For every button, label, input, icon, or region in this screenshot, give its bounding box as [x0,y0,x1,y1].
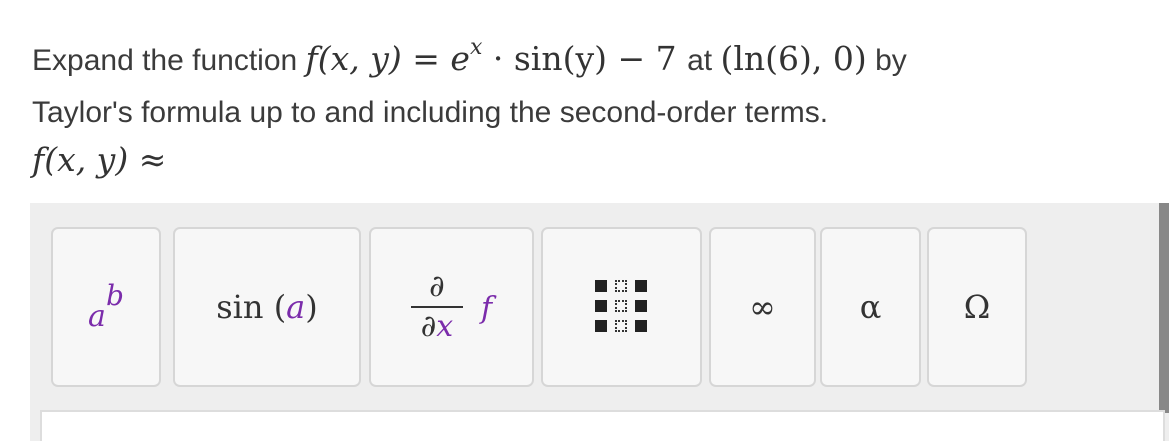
partial-derivative-icon [411,270,492,344]
partial-derivative-button[interactable] [369,227,534,387]
function-lhs: f(x, y) [305,39,402,78]
alpha-button[interactable] [820,227,921,387]
sin-icon [216,288,317,326]
power-base: a [88,299,106,334]
matrix-button[interactable] [541,227,702,387]
derivative-function: f [480,290,493,326]
denominator-var: x [436,309,454,344]
function-definition [305,35,688,78]
answer-function: f(x, y) [32,140,129,179]
approx-sign: ≈ [138,140,167,179]
sin-button[interactable] [173,227,361,387]
exp-base: e [450,39,470,78]
question-line2: Taylor's formula up to and including the second-order terms. [32,96,829,129]
scrollbar[interactable] [1159,203,1169,413]
infinity-icon: ∞ [749,288,776,326]
omega-icon: Ω [963,288,991,326]
derivative-denominator [421,310,453,344]
function-rhs-rest: · sin(y) − 7 [492,39,677,78]
fraction-bar [411,306,463,308]
question-text [32,26,1132,139]
derivative-fraction [411,270,463,344]
equals-sign: = [412,39,440,78]
omega-button[interactable] [927,227,1027,387]
infinity-button[interactable] [709,227,816,387]
question-intro: Expand the function [32,44,298,77]
matrix-icon [595,280,649,334]
sin-open-paren: ( [273,288,287,326]
answer-input[interactable] [40,410,1165,441]
sin-var: a [286,288,306,326]
expansion-point: (ln(6), 0) [720,39,867,78]
power-exponent: b [106,279,124,312]
power-button[interactable] [51,227,161,387]
math-toolbar [30,203,1169,441]
alpha-icon: α [859,288,882,326]
derivative-numerator: ∂ [429,269,445,304]
at-word: at [687,44,713,77]
sin-prefix: sin [216,288,264,326]
power-icon [76,277,136,337]
sin-close-paren: ) [305,288,318,326]
denominator-partial: ∂ [420,309,437,344]
by-word: by [875,44,907,77]
answer-label [32,140,166,179]
exp-power: x [469,35,483,60]
